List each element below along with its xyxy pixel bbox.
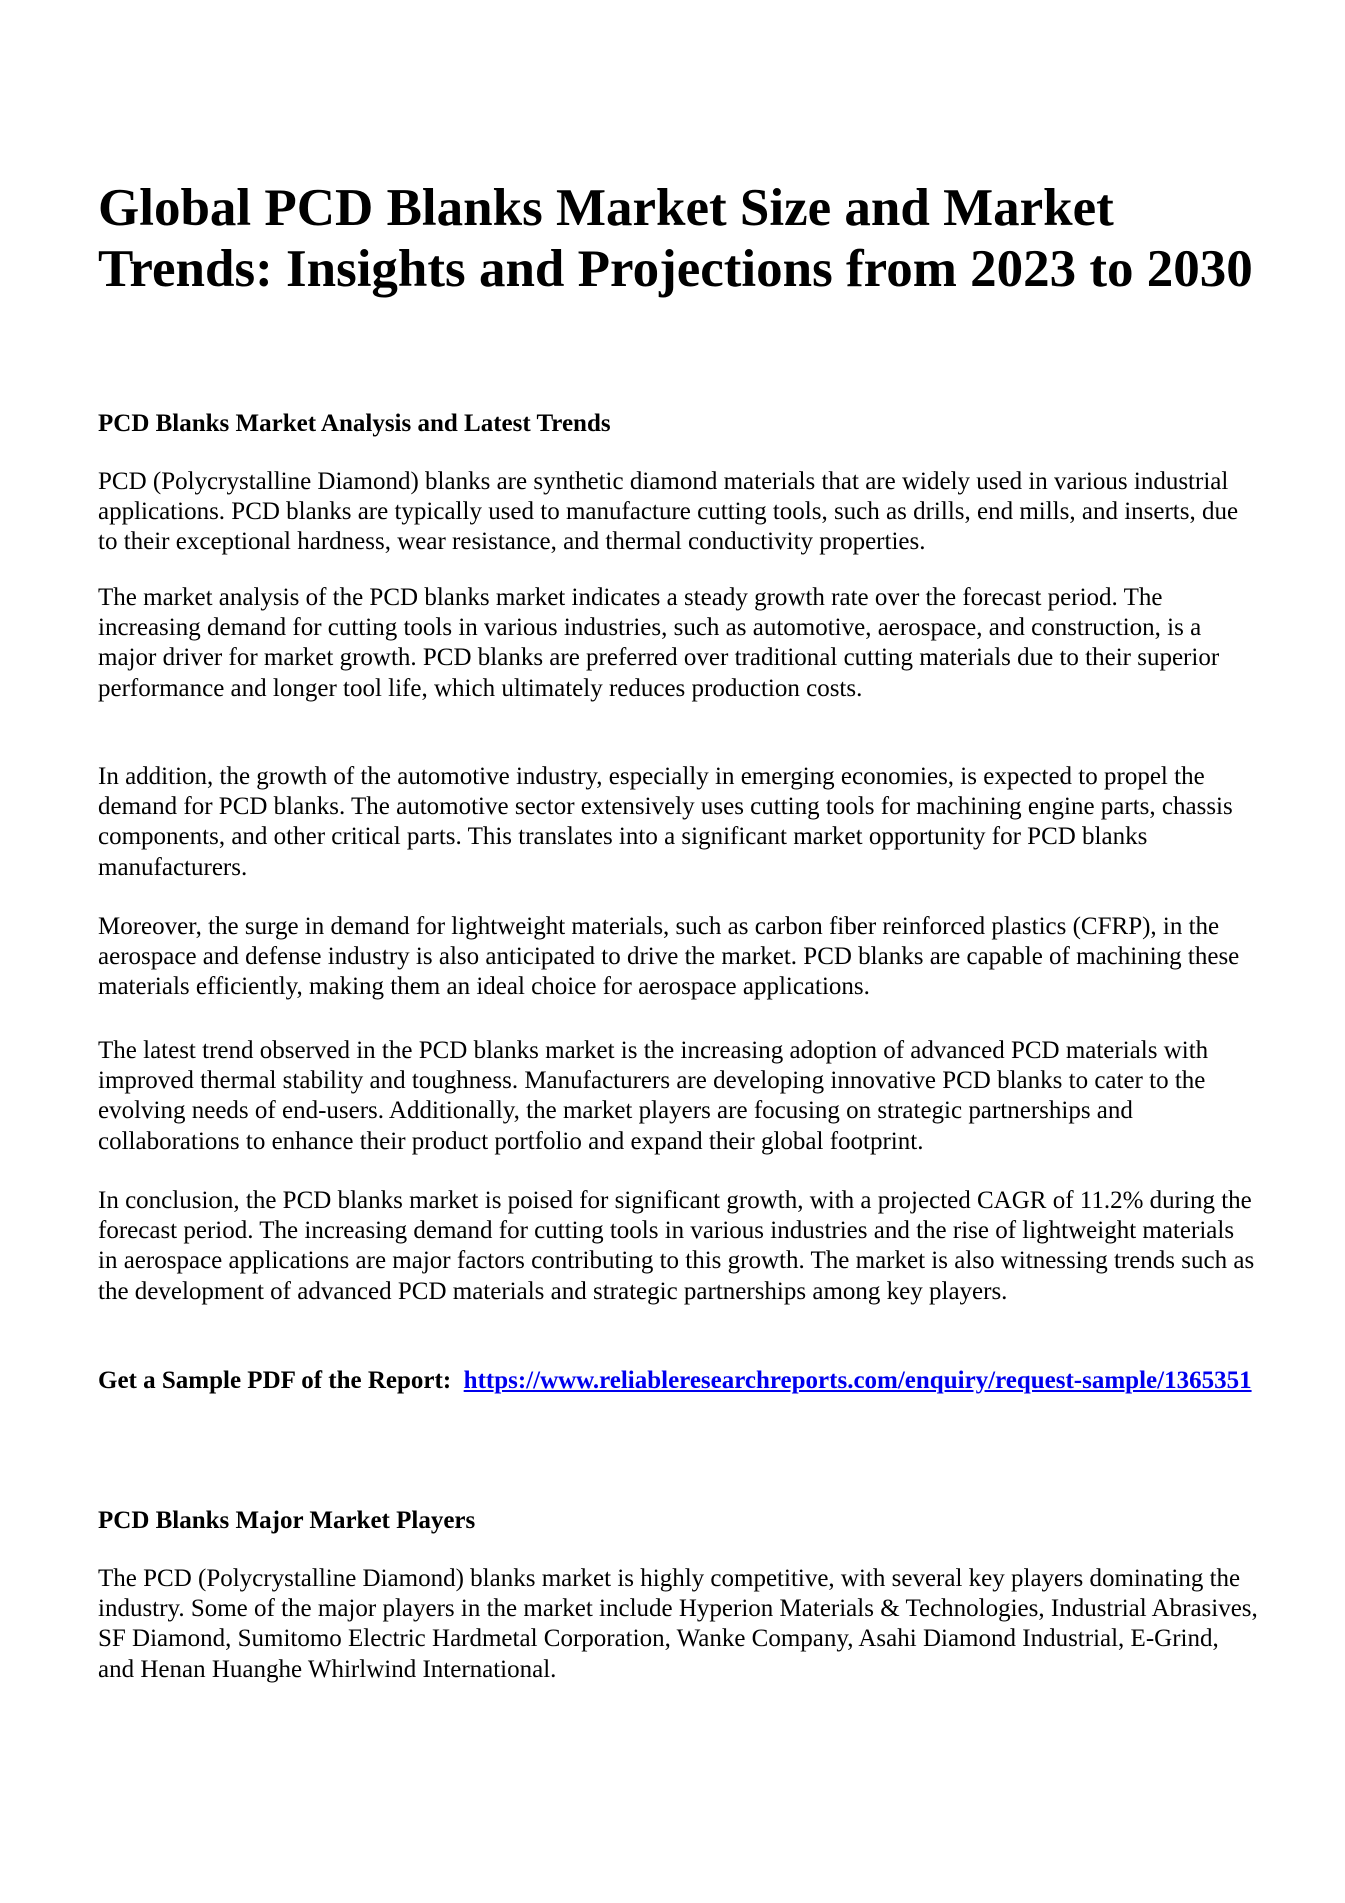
paragraph-conclusion: In conclusion, the PCD blanks market is poised for significant growth, with a projected CAGR of 11.2% during the forecast period. The increasing demand for cutting tools in various industries and the rise of lightweight materials in aerospace applications are major factors contributing to this growth. The market is also witnessing trends such as the development of advanced PCD materials and strategic partnerships among key players. [98,1187,1255,1305]
section-heading-market-players: PCD Blanks Major Market Players [98,1507,476,1534]
section-heading-analysis: PCD Blanks Market Analysis and Latest Trends [98,410,611,437]
paragraph-lightweight-materials: Moreover, the surge in demand for lightweight materials, such as carbon fiber reinforced plastics (CFRP), in the aerospace and defense industry is also anticipated to drive the market. PCD blanks are capable of machining these materials efficiently, making them an ideal choice for aerospace applications. [98,913,1240,1001]
cta-label: Get a Sample PDF of the Report: [98,1367,452,1394]
paragraph-latest-trend: The latest trend observed in the PCD blanks market is the increasing adoption of advanced PCD materials with improved thermal stability and toughness. Manufacturers are developing innovative PCD blanks to cater to the evolving needs of end-users. Additionally, the market players are focusing on strategic partnerships and collaborations to enhance their product portfolio and expand their global footprint. [98,1037,1209,1155]
paragraph-market-players: The PCD (Polycrystalline Diamond) blanks market is highly competitive, with several key players dominating the industry. Some of the major players in the market include Hyperion Materials & Technologies, Industrial Abrasives, SF Diamond, Sumitomo Electric Hardmetal Corporation, Wanke Company, Asahi Diamond Industrial, E-Grind, and Henan Huanghe Whirlwind International. [98,1565,1258,1683]
paragraph-market-analysis: The market analysis of the PCD blanks market indicates a steady growth rate over the forecast period. The increasing demand for cutting tools in various industries, such as automotive, aerospace, and construction, is a major driver for market growth. PCD blanks are preferred over traditional cutting materials due to their superior performance and longer tool life, which ultimately reduces production costs. [98,584,1220,702]
paragraph-intro: PCD (Polycrystalline Diamond) blanks are synthetic diamond materials that are widely used in various industrial applications. PCD blanks are typically used to manufacture cutting tools, such as drills, end mills, and inserts, due to their exceptional hardness, wear resistance, and thermal conductivity properties. [98,468,1239,556]
page-title: Global PCD Blanks Market Size and Market Trends: Insights and Projections from 2023 to 2030 [98,179,1253,298]
sample-report-link[interactable]: https://www.reliableresearchreports.com/enquiry/request-sample/1365351 [463,1367,1252,1394]
sample-pdf-cta [98,1366,1258,1396]
paragraph-automotive: In addition, the growth of the automotive industry, especially in emerging economies, is expected to propel the demand for PCD blanks. The automotive sector extensively uses cutting tools for machining engine parts, chassis components, and other critical parts. This translates into a significant market opportunity for PCD blanks manufacturers. [98,763,1233,881]
